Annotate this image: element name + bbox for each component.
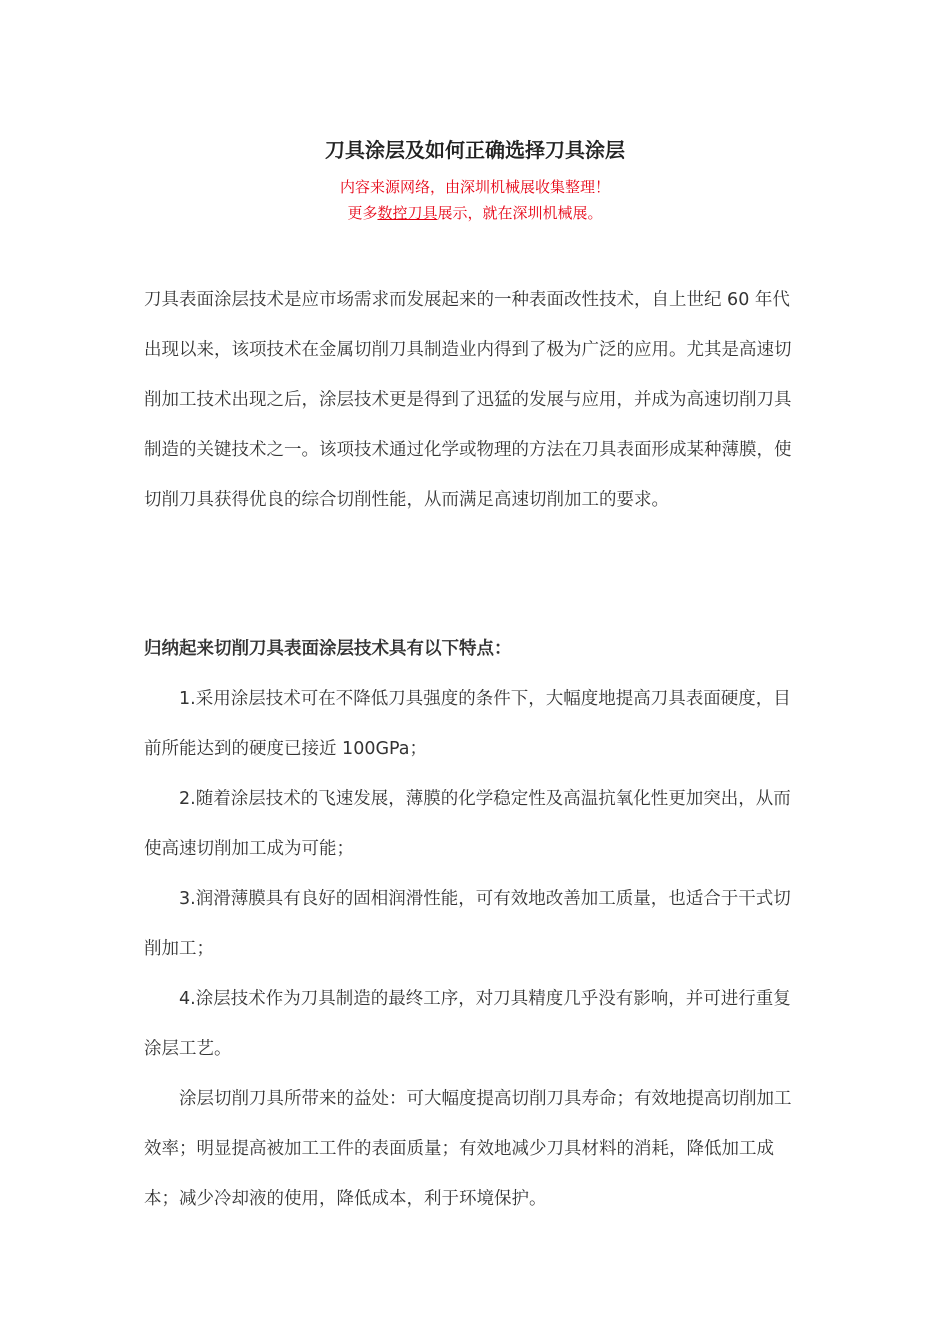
source-note: 内容来源网络，由深圳机械展收集整理！ [339, 178, 610, 196]
features-list [144, 674, 806, 1224]
feature-item: 3.润滑薄膜具有良好的固相润滑性能，可有效地改善加工质量，也适合于干式切削加工； [144, 889, 791, 959]
source-promo-suffix: 展示，就在深圳机械展。 [437, 204, 603, 222]
feature-item: 1.采用涂层技术可在不降低刀具强度的条件下，大幅度地提高刀具表面硬度，目前所能达到的硬度已接近 100GPa； [144, 689, 791, 759]
source-promo-prefix: 更多 [347, 204, 378, 222]
intro-paragraph: 刀具表面涂层技术是应市场需求而发展起来的一种表面改性技术，自上世纪 60 年代出现以来，该项技术在金属切削刀具制造业内得到了极为广泛的应用。尤其是高速切削加工技术出现之后，涂层技术更是得到了迅猛的发展与应用，并成为高速切削刀具制造的关键技术之一。该项技术通过化学或物理的方法在刀具表面形成某种薄膜，使切削刀具获得优良的综合切削性能，从而满足高速切削加工的要求。 [144, 290, 792, 510]
cnc-tools-link[interactable]: 数控刀具 [377, 204, 438, 222]
feature-item: 4.涂层技术作为刀具制造的最终工序，对刀具精度几乎没有影响，并可进行重复涂层工艺。 [144, 989, 791, 1059]
document-title: 刀具涂层及如何正确选择刀具涂层 [325, 138, 625, 162]
benefits-paragraph: 涂层切削刀具所带来的益处：可大幅度提高切削刀具寿命；有效地提高切削加工效率；明显提高被加工工件的表面质量；有效地减少刀具材料的消耗，降低加工成本；减少冷却液的使用，降低成本，利于环境保护。 [144, 1089, 792, 1209]
feature-item: 2.随着涂层技术的飞速发展，薄膜的化学稳定性及高温抗氧化性更加突出，从而使高速切削加工成为可能； [144, 789, 791, 859]
features-heading: 归纳起来切削刀具表面涂层技术具有以下特点： [144, 639, 512, 659]
source-promo [0, 202, 950, 224]
